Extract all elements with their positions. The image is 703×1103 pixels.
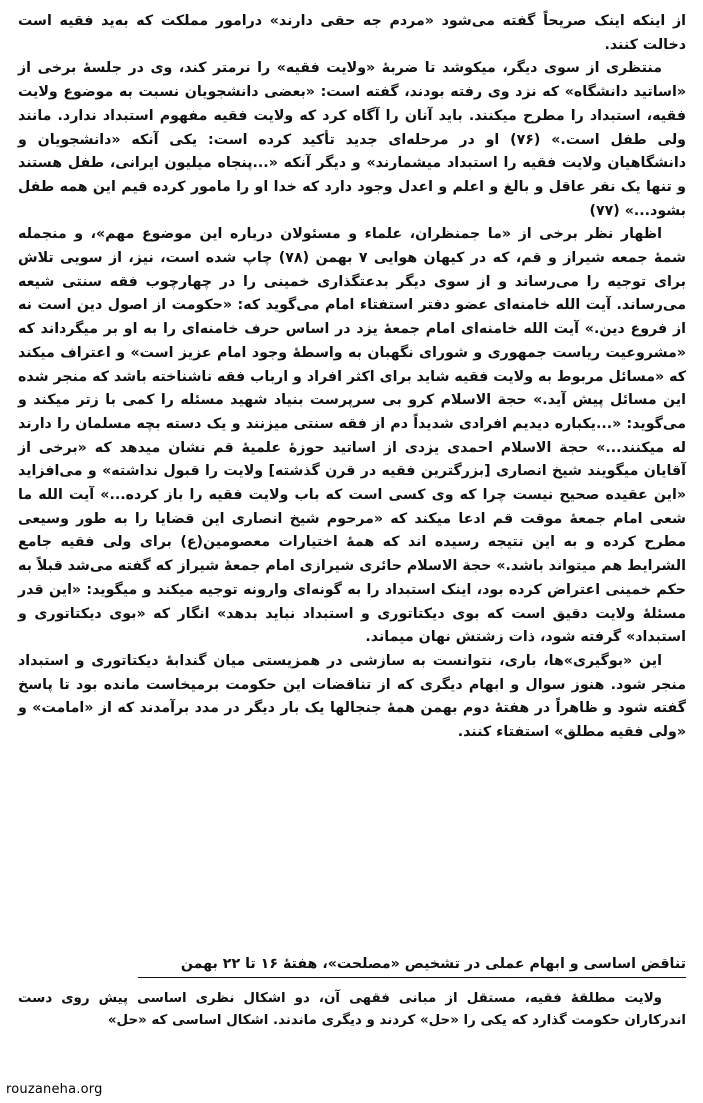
paragraph-4: این «بوگیری»ها، باری، نتوانست به سازشی در همزیستی میان گندابهٔ دیکتاتوری و استبداد منجر شود. هنوز سوال و ابهام دیگری که از تناقضات این حکومت برمیخاست مانده بود تا پاسخ گفته شود و ظاهراً در هفتهٔ دوم بهمن همهٔ جنجالها یک بار دیگر در مدد برآمدند که از «امامت» و «ولی فقیه مطلق» استفتاء کنند. xyxy=(18,652,686,741)
paragraph-1: از اینکه اینک صریحاً گفته می‌شود «مردم جه حقی دارند» درامور مملکت که به‌ید فقیه است دخالت کنند. xyxy=(18,13,686,53)
document-body xyxy=(18,10,686,745)
section-heading: تناقض اساسی و ابهام عملی در تشخیص «مصلحت»، هفتهٔ ۱۶ تا ۲۲ بهمن xyxy=(138,953,686,978)
section-paragraph xyxy=(18,988,686,1032)
paragraph-2: منتظری از سوی دیگر، میکوشد تا ضربهٔ «ولایت فقیه» را نرمتر کند، وی در جلسهٔ برخی از «اساتید دانشگاه» که نزد وی رفته بودند، گفته است: «بعضی دانشجویان نسبت به موضوع ولایت فقیه، استبداد را مطرح میکنند. باید آنان را آگاه کرد که ولایت فقیه مفهوم استبداد ندارد. مانند ولی طفل است.» (۷۶) او در مرحله‌ای جدید تأکید کرده است: یکی آنکه «دانشجویان و دانشگاهیان ولایت فقیه را استبداد میشمارند» و دیگر آنکه «...پنجاه میلیون ایرانی، طفل هستند و تنها یک نفر عاقل و بالغ و اعلم و اعدل وجود دارد که خدا او را مامور کرده قیم این همه طفل بشود...» (۷۷) xyxy=(18,60,686,219)
section-paragraph-text: ولایت مطلقهٔ فقیه، مستقل از مبانی فقهی آن، دو اشکال نظری اساسی پیش روی دست اندرکاران حکومت گذارد که یکی را «حل» کردند و دیگری ماندند. اشکال اساسی که «حل» xyxy=(18,991,686,1028)
site-watermark: rouzaneha.org xyxy=(6,1082,103,1097)
paragraph-3: اظهار نظر برخی از «ما جمنظران، علماء و مسئولان درباره این موضوع مهم»، و منجمله شمهٔ جمعه شیراز و قم، که در کیهان هوایی ۷ بهمن (۷۸) چاپ شده است، نیز، از سویی تلاش برای توجیه را می‌رساند و از سوی دیگر بدعتگذاری خمینی را در چهارچوب فقه سنتی شیعه می‌رساند. آیت الله خامنه‌ای عضو دفتر استفتاء امام می‌گوید که: «حکومت از اصول دین است نه از فروع دین.» آیت الله خامنه‌ای امام جمعهٔ یزد در اساس حرف خامنه‌ای را به او بر میگرداند که «مشروعیت ریاست جمهوری و شورای نگهبان به واسطهٔ وجود امام عزیز است» و اعتراف میکند که «مسائل مربوط به ولایت فقیه شاید برای اکثر افراد و ارباب فقه ناشناخته باشد که منجر شده این مسائل پیش آید.» حجة الاسلام کرو بی سرپرست بنیاد شهید مسئله را کمی با زتر میکند و می‌گوید: «...یکباره دیدیم افرادی شدیداً دم از فقه سنتی میزنند و یک دسته بچه مسلمان را دارند له میکنند...» حجة الاسلام احمدی یزدی از اساتید حوزهٔ علمیهٔ قم نشان میدهد که «برخی از آقایان میگویند شیخ انصاری [بزرگترین فقیه در قرن گذشته] ولایت را قبول نداشته» و می‌افزاید «این عقیده صحیح نیست چرا که وی کسی است که باب ولایت فقیه را باز کرده...» آیت الله ما شعی امام جمعهٔ موقت قم ادعا میکند که «مرحوم شیخ انصاری این قضایا را به طور وسیعی مطرح کرده و به این نتیجه رسیده اند که همهٔ اختیارات معصومین(ع) برای ولی فقیه جامع الشرایط هم میتواند باشد.» حجة الاسلام حائری شیرازی امام جمعهٔ شیراز که گفته می‌شد قبلاً به حکم خمینی اعتراض کرده بود، اینک استبداد را به گونه‌ای وارونه توجیه میکند و میگوید: «این قدر مسئلهٔ ولایت دقیق است که بوی دیکتاتوری و استبداد نباید بدهد» انگار که «بوی دیکتاتوری و استبداد» گرفته شود، ذات زشتش نهان میماند. xyxy=(18,226,686,646)
